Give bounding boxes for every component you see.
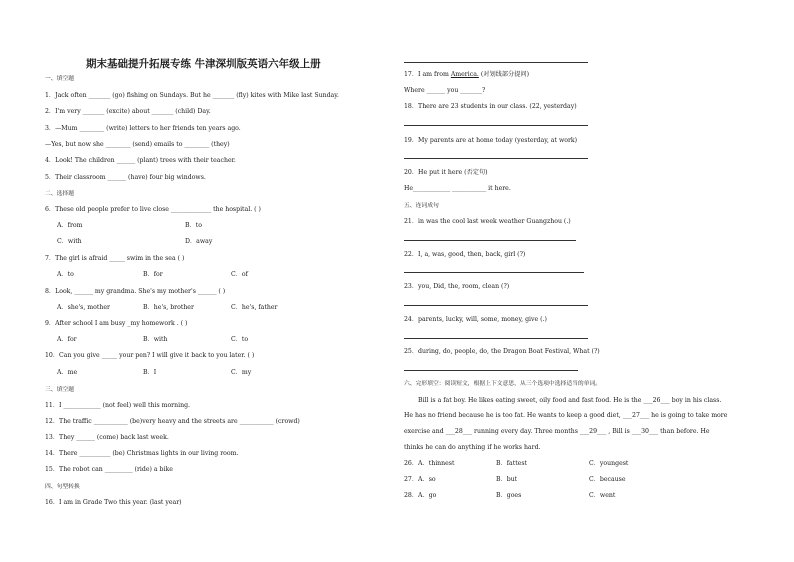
passage-line: thinks he can do anything if he works hard. [404,444,541,451]
option: A．she's, mother [57,304,110,311]
answer-line [404,62,588,63]
question-3: 3．—Mum ________ (write) letters to her friends ten years ago. [45,125,241,132]
option: C．went [589,492,616,499]
option: C．my [231,369,252,376]
question-27: 27．A．so [404,476,436,483]
option: B．but [496,476,518,483]
question-17 [404,71,529,79]
answer-line [404,272,584,273]
question-26: 26．A．thinnest [404,460,455,467]
question-25: 25．during, do, people, do, the Dragon Boat Festival, What (?) [404,348,600,355]
question-7: 7．The girl is afraid _____ swim in the sea ( ) [45,255,185,262]
question-9: 9．After school I am busy _my homework . ( ) [45,320,188,327]
section-heading: 四、句型转换 [45,484,80,490]
option: B．I [143,369,157,376]
option: C．with [57,238,82,245]
question-18: 18．There are 23 students in our class. (22, yesterday) [404,103,577,110]
option: A．for [57,336,77,343]
option: A．from [57,222,83,229]
question-1: 1．Jack often _______ (go) fishing on Sundays. But he _______ (fly) kites with Mike last Sunday. [45,92,339,99]
question-24: 24．parents, lucky, will, some, money, give (.) [404,316,547,323]
question-4: 4．Look! The children ______ (plant) trees with their teacher. [45,157,236,164]
page-title: 期末基础提升拓展专练 牛津深圳版英语六年级上册 [86,58,321,70]
option: D．away [185,238,213,245]
answer-line [404,370,578,371]
question-22: 22．I, a, was, good, then, back, girl (?) [404,251,526,258]
section-heading: 五、连词成句 [404,203,439,209]
option: B．goes [496,492,522,499]
question-20: 20．He put it here (否定句) [404,169,488,176]
option: C．because [589,476,626,483]
underlined-word: America. [450,71,479,78]
section-heading: 三、填空题 [45,387,74,393]
section-heading: 六、完形填空：阅读短文，根据上下文意思，从三个选项中选择适当的单词。 [404,381,602,387]
question-19: 19．My parents are at home today (yesterday, at work) [404,137,578,144]
question-28: 28．A．go [404,492,437,499]
question-16: 16．I am in Grade Two this year. (last year) [45,499,182,506]
answer-line [404,158,588,159]
question-5: 5．Their classroom ______ (have) four big windows. [45,174,206,181]
option: C．youngest [589,460,629,467]
option: B．to [185,222,202,229]
question-6: 6．These old people prefer to live close _____________ the hospital. ( ) [45,206,261,213]
question-3-reply: —Yes, but now she ________ (send) emails to ________ (they) [45,141,230,148]
question-12: 12．The traffic ___________ (be)very heavy and the streets are ___________ (crowd) [45,418,300,425]
question-8: 8．Look, ______ my grandma. She's my mother's ______ ( ) [45,288,226,295]
answer-line [404,338,588,339]
option: A．to [57,271,74,278]
option: B．fattest [496,460,528,467]
option: B．for [143,271,163,278]
passage-line: He has no friend because he is too fat. He wants to keep a good diet, ___27___ he is going to take more [404,412,728,419]
question-20-answer: He____________ ___________ it here. [404,185,511,192]
question-10: 10．Can you give _____ your pen? I will give it back to you later. ( ) [45,352,255,359]
question-23: 23．you, Did, the, room, clean (?) [404,283,510,290]
question-14: 14．There __________ (be) Christmas lights in our living room. [45,450,239,457]
answer-line [404,240,576,241]
question-2: 2．I'm very _______ (excite) about _______ (child) Day. [45,108,211,115]
question-17-answer: Where ______ you _______? [404,87,486,94]
q17-prefix: 17．I am from [404,71,451,78]
option: C．of [231,271,248,278]
option: A．me [57,369,78,376]
question-15: 15．The robot can _________ (ride) a bike [45,466,173,473]
section-heading: 一、填空题 [45,76,74,82]
section-heading: 二、选择题 [45,191,74,197]
question-13: 13．They ______ (come) back last week. [45,434,169,441]
option: C．he's, father [231,304,278,311]
passage-line: Bill is a fat boy. He likes eating sweet, oily food and fast food. He is the ___26___ boy in his class. [418,397,722,404]
passage-line: exercise and ___28___ running every day. Three months ___29___ , Bill is ___30___ than before. He [404,428,710,435]
question-11: 11．I ____________ (not feel) well this morning. [45,402,191,409]
answer-line [404,125,588,126]
question-21: 21．in was the cool last week weather Guangzhou (.) [404,218,571,225]
option: B．he's, brother [143,304,194,311]
option: C．to [231,336,249,343]
q17-note: (对划线部分提问) [478,71,529,78]
option: B．with [143,336,168,343]
answer-line [404,305,588,306]
